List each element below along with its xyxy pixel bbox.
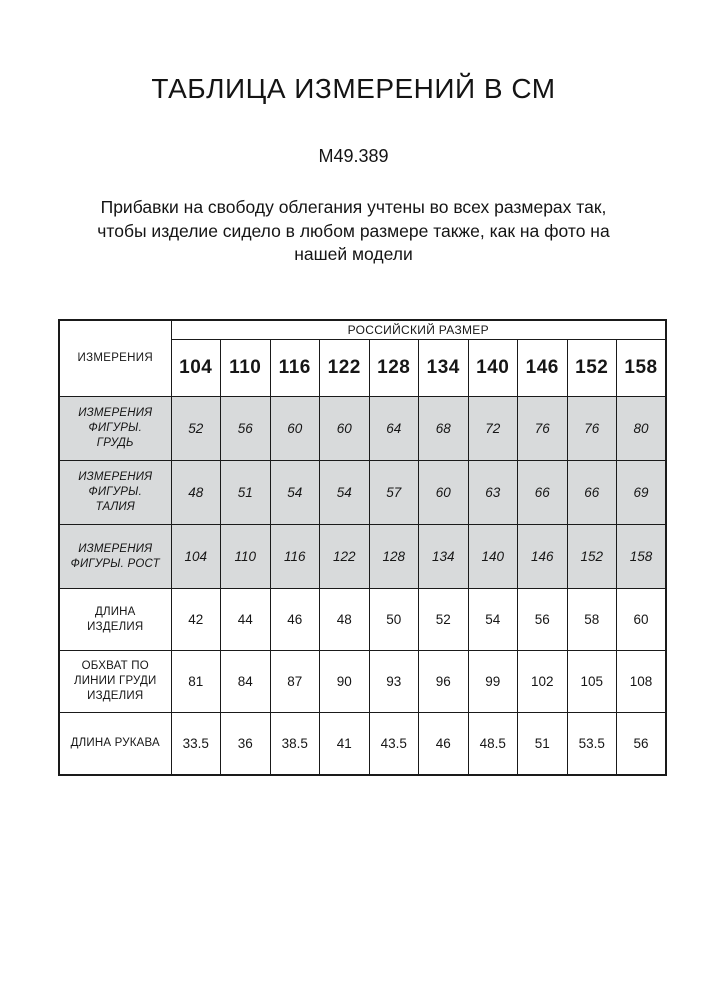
row-label: ИЗМЕРЕНИЯ ФИГУРЫ. ГРУДЬ [59, 397, 171, 461]
measurement-cell: 54 [320, 461, 370, 525]
measurement-cell: 44 [221, 589, 271, 651]
size-column-header: 152 [567, 340, 617, 397]
measurement-cell: 102 [518, 651, 568, 713]
measurement-cell: 56 [518, 589, 568, 651]
measurement-cell: 51 [518, 713, 568, 775]
measurement-cell: 56 [221, 397, 271, 461]
measurement-cell: 42 [171, 589, 221, 651]
size-column-header: 104 [171, 340, 221, 397]
measurement-cell: 60 [617, 589, 667, 651]
table-row [59, 651, 666, 713]
measurement-cell: 41 [320, 713, 370, 775]
fit-note [0, 196, 707, 267]
measurement-cell: 80 [617, 397, 667, 461]
russian-size-group-header: РОССИЙСКИЙ РАЗМЕР [171, 320, 666, 340]
measurement-cell: 46 [270, 589, 320, 651]
row-label: ДЛИНА ИЗДЕЛИЯ [59, 589, 171, 651]
measurement-cell: 48 [171, 461, 221, 525]
fit-note-line: чтобы изделие сидело в любом размере также, как на фото на [97, 220, 610, 241]
fit-note-line: Прибавки на свободу облегания учтены во всех размерах так, [100, 197, 607, 218]
measurement-cell: 57 [369, 461, 419, 525]
measurement-cell: 64 [369, 397, 419, 461]
measurement-cell: 60 [320, 397, 370, 461]
size-column-header: 158 [617, 340, 667, 397]
table-row [59, 589, 666, 651]
measurement-cell: 116 [270, 525, 320, 589]
measurement-cell: 93 [369, 651, 419, 713]
measurement-cell: 56 [617, 713, 667, 775]
measurement-cell: 68 [419, 397, 469, 461]
table-row [59, 525, 666, 589]
measurement-cell: 52 [171, 397, 221, 461]
measurement-cell: 134 [419, 525, 469, 589]
measurement-cell: 84 [221, 651, 271, 713]
size-column-header: 146 [518, 340, 568, 397]
row-label: ОБХВАТ ПО ЛИНИИ ГРУДИ ИЗДЕЛИЯ [59, 651, 171, 713]
measurement-cell: 66 [518, 461, 568, 525]
measurement-cell: 99 [468, 651, 518, 713]
measurement-cell: 60 [270, 397, 320, 461]
row-label: ИЗМЕРЕНИЯ ФИГУРЫ. ТАЛИЯ [59, 461, 171, 525]
table-header-group-row [59, 320, 666, 340]
size-column-header: 140 [468, 340, 518, 397]
measurement-cell: 72 [468, 397, 518, 461]
row-label: ИЗМЕРЕНИЯ ФИГУРЫ. РОСТ [59, 525, 171, 589]
measurement-cell: 87 [270, 651, 320, 713]
measurement-cell: 52 [419, 589, 469, 651]
measurement-cell: 48 [320, 589, 370, 651]
size-column-header: 128 [369, 340, 419, 397]
table-row [59, 461, 666, 525]
measurement-cell: 48.5 [468, 713, 518, 775]
model-code: М49.389 [318, 146, 389, 167]
measurement-cell: 90 [320, 651, 370, 713]
measurement-cell: 38.5 [270, 713, 320, 775]
measurement-cell: 152 [567, 525, 617, 589]
measurement-cell: 36 [221, 713, 271, 775]
measurement-cell: 54 [270, 461, 320, 525]
measurement-cell: 43.5 [369, 713, 419, 775]
table-row [59, 397, 666, 461]
measurement-cell: 108 [617, 651, 667, 713]
measurement-cell: 60 [419, 461, 469, 525]
measurement-cell: 53.5 [567, 713, 617, 775]
measurement-cell: 51 [221, 461, 271, 525]
measurement-cell: 158 [617, 525, 667, 589]
measurement-cell: 110 [221, 525, 271, 589]
measurement-cell: 96 [419, 651, 469, 713]
measurement-cell: 63 [468, 461, 518, 525]
measurement-cell: 140 [468, 525, 518, 589]
measurements-table [58, 319, 667, 776]
measurement-cell: 81 [171, 651, 221, 713]
measurement-cell: 46 [419, 713, 469, 775]
measurement-cell: 105 [567, 651, 617, 713]
measurement-cell: 76 [518, 397, 568, 461]
measurement-cell: 54 [468, 589, 518, 651]
measurement-cell: 33.5 [171, 713, 221, 775]
measurement-cell: 66 [567, 461, 617, 525]
table-row [59, 713, 666, 775]
fit-note-line: нашей модели [294, 244, 413, 265]
measurement-cell: 50 [369, 589, 419, 651]
row-label: ДЛИНА РУКАВА [59, 713, 171, 775]
measurement-cell: 58 [567, 589, 617, 651]
measurement-cell: 104 [171, 525, 221, 589]
measurement-cell: 122 [320, 525, 370, 589]
page-title: ТАБЛИЦА ИЗМЕРЕНИЙ В СМ [151, 73, 556, 104]
measurement-cell: 128 [369, 525, 419, 589]
size-column-header: 110 [221, 340, 271, 397]
size-column-header: 116 [270, 340, 320, 397]
size-column-header: 122 [320, 340, 370, 397]
measurement-cell: 69 [617, 461, 667, 525]
measurement-cell: 146 [518, 525, 568, 589]
corner-header: ИЗМЕРЕНИЯ [59, 320, 171, 397]
size-column-header: 134 [419, 340, 469, 397]
measurement-cell: 76 [567, 397, 617, 461]
